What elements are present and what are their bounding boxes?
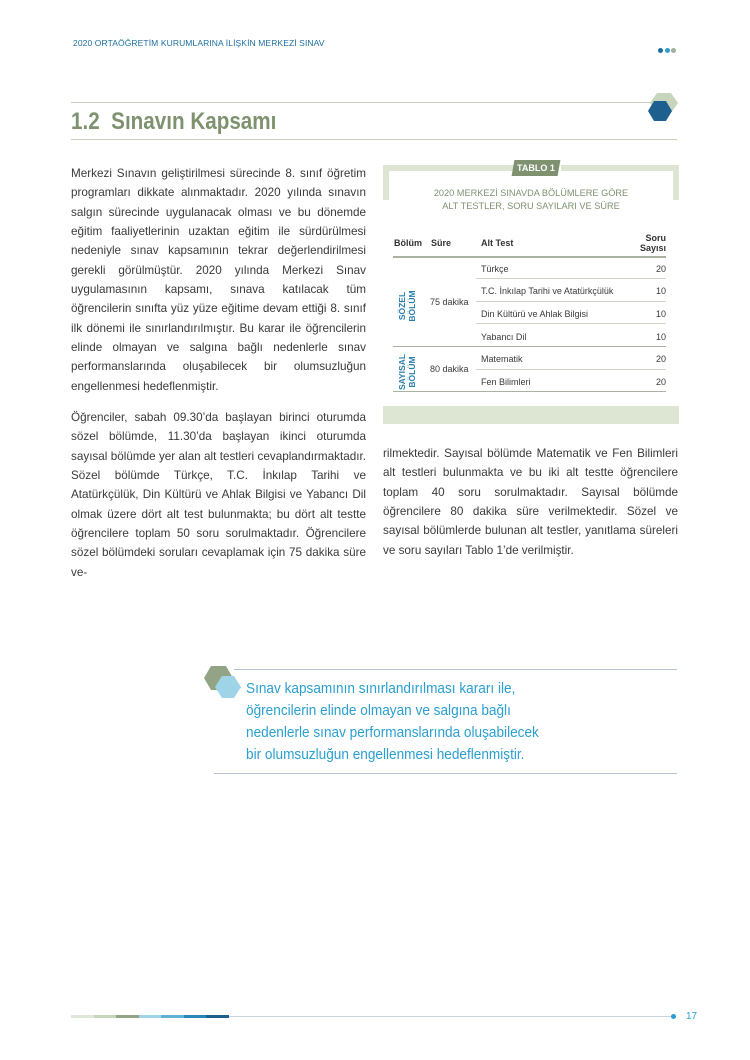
header-dots-decoration (658, 40, 678, 58)
footer-color-bar (116, 1015, 139, 1018)
table-caption-line: 2020 MERKEZİ SINAVDA BÖLÜMLERE GÖRE (433, 188, 629, 198)
table-frame (383, 165, 516, 171)
section-title-text: Sınavın Kapsamı (111, 108, 277, 135)
table-cell-test: T.C. İnkılap Tarihi ve Atatürkçülük (481, 286, 614, 296)
page-number: 17 (686, 1011, 698, 1022)
table-frame (673, 165, 679, 200)
table-cell-count: 10 (655, 286, 666, 296)
table-cell-test: Yabancı Dil (481, 332, 527, 342)
table-frame (383, 165, 389, 200)
column-header-sure: Süre (431, 238, 452, 248)
body-paragraph-2: Öğrenciler, sabah 09.30’da başlayan birinci oturumda sözel bölümde, 11.30’da başlayan ikinci oturumda sayısal bölümde yer alan alt testleri cevaplandırmaktadır. Sözel bölümde Türkçe, T.C. İnkılap Tarihi ve Atatürkçülük, Din Kültürü ve Ahlak Bilgisi ve Yabancı Dil olmak üzere dört alt test bulunmakta; bu dört alt testte öğrencilere toplam 50 soru sorulmaktadır. Öğrencilere sözel bölümdeki soruları cevaplamak için 75 dakika süre ve- (71, 411, 366, 579)
footer-color-bar (94, 1015, 117, 1018)
hexagon-quote-icon (202, 664, 244, 704)
quote-rule-bottom (214, 773, 677, 774)
header-dot (671, 48, 676, 53)
duration-cell: 75 dakika (430, 297, 469, 307)
table-label: TABLO 1 (517, 163, 555, 173)
table-header-rule (393, 256, 666, 258)
footer-dot (671, 1014, 676, 1019)
group-label-line: SAYISAL (397, 353, 407, 391)
column-header-soru-line: Soru (645, 233, 666, 243)
table-cell-count: 20 (655, 377, 666, 387)
pull-quote (246, 678, 586, 766)
section-title (71, 108, 276, 136)
group-label-line: SÖZEL (397, 291, 407, 321)
pull-quote-line: Sınav kapsamının sınırlandırılması kararı ile, (246, 681, 516, 697)
pull-quote-line: nedenlerle sınav performanslarında oluşabilecek (246, 725, 539, 741)
title-rule-top (71, 102, 677, 103)
group-label-sozel (397, 286, 417, 326)
column-header-soru-sayisi (628, 233, 666, 253)
running-header: 2020 ORTAÖĞRETİM KURUMLARINA İLİŞKİN MERKEZİ SINAV (73, 38, 325, 48)
table-row-rule (476, 278, 666, 279)
table-1 (383, 165, 679, 425)
group-label-line: BÖLÜM (407, 356, 417, 388)
header-dot (658, 48, 663, 53)
duration-cell: 80 dakika (430, 364, 469, 374)
pull-quote-line: bir olumsuzluğun engellenmesi hedeflenmiştir. (246, 747, 525, 763)
body-paragraph-3: rilmektedir. Sayısal bölümde Matematik ve Fen Bilimleri alt testleri bulunmakta ve bu iki alt testte öğrencilere toplam 40 soru sorulmaktadır. Sayısal bölümde öğrencilere 80 dakika süre verilmektedir. Sözel ve sayısal bölümlerde bulunan alt testler, yanıtlama süreleri ve soru sayıları Tablo 1’de verilmiştir. (383, 447, 678, 557)
group-label-line: BÖLÜM (407, 290, 417, 322)
footer-color-bar (139, 1015, 162, 1018)
section-number: 1.2 (71, 108, 100, 135)
table-cell-test: Matematik (481, 354, 523, 364)
footer-color-bar (161, 1015, 184, 1018)
table-caption-line: ALT TESTLER, SORU SAYILARI VE SÜRE (442, 200, 620, 211)
quote-rule-top (234, 669, 677, 670)
column-header-soru-line: Sayısı (639, 243, 666, 253)
table-group-rule (393, 346, 666, 347)
table-cell-test: Türkçe (481, 264, 509, 274)
table-frame (561, 165, 679, 171)
table-label-badge (512, 160, 561, 176)
table-bottom-rule (393, 391, 666, 392)
table-cell-count: 20 (655, 354, 666, 364)
footer-color-bar (184, 1015, 207, 1018)
header-dot (665, 48, 670, 53)
footer-color-bar (71, 1015, 94, 1018)
footer-rule (229, 1016, 672, 1017)
table-frame (383, 406, 679, 424)
table-cell-test: Fen Bilimleri (481, 377, 531, 387)
column-header-alt-test: Alt Test (481, 238, 514, 248)
table-row-rule (476, 301, 666, 302)
table-cell-test: Din Kültürü ve Ahlak Bilgisi (481, 309, 589, 319)
table-row-rule (476, 323, 666, 324)
hexagon-logo-icon (645, 91, 681, 127)
table-caption (403, 187, 659, 212)
table-cell-count: 10 (655, 309, 666, 319)
group-label-sayisal (397, 350, 417, 394)
title-rule-bottom (71, 139, 677, 140)
table-row-rule (476, 369, 666, 370)
table-cell-count: 10 (655, 332, 666, 342)
body-paragraph-1: Merkezi Sınavın geliştirilmesi sürecinde 8. sınıf öğretim programları dikkate alınmaktadır. 2020 yılında sınavın salgın sürecinde uygulanacak olması ve bu dönemde eğitim faaliyetlerinin uzaktan eğitim ile sürdürülmesi nedeniyle sınav kapsamının tekrar değerlendirilmesi gerekli görülmüştür. 2020 yılında Merkezi Sınav uygulamasının kapsamı, sınava katılacak tüm öğrencilerin sınıfta yüz yüze eğitime devam ettiği 8. sınıf ilk dönemi ile sınırlandırılmıştır. Bu karar ile öğrencilerin elinde olmayan ve salgına bağlı nedenlerle sınav performanslarında oluşabilecek bir olumsuzluğun engellenmesi hedeflenmiştir. (71, 167, 366, 393)
column-header-bolum: Bölüm (394, 238, 422, 248)
footer-color-bar (206, 1015, 229, 1018)
table-cell-count: 20 (655, 264, 666, 274)
pull-quote-line: öğrencilerin elinde olmayan ve salgına bağlı (246, 703, 511, 719)
